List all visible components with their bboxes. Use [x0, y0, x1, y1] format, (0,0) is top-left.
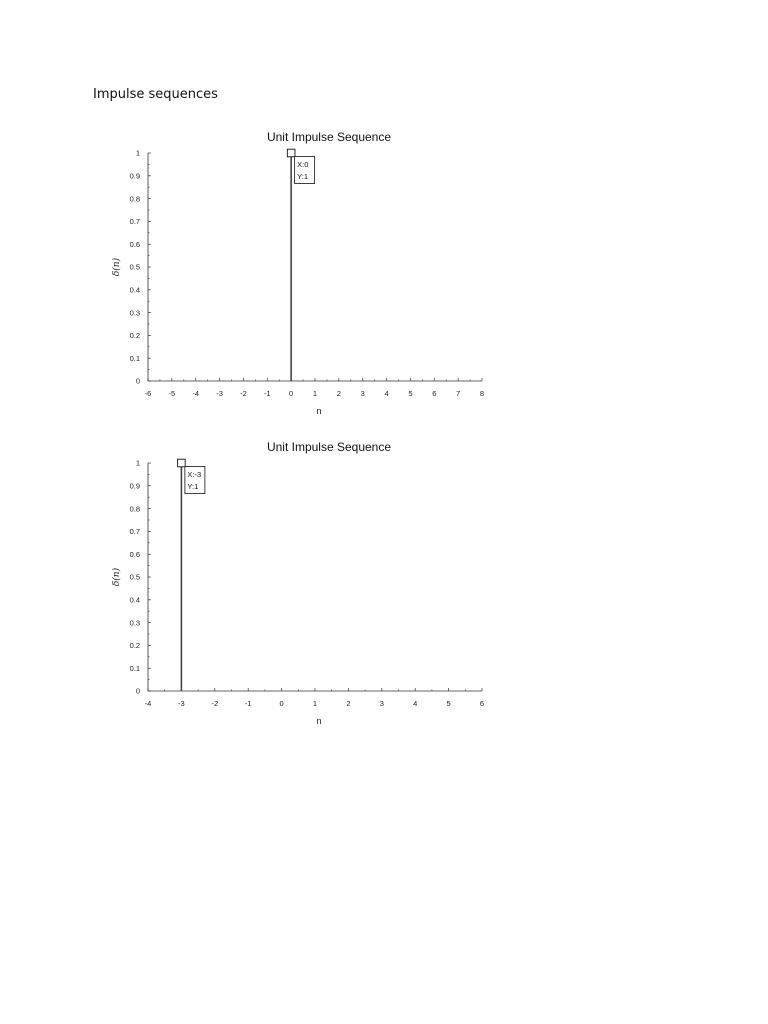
- chart1-y-tick-label: 0.2: [129, 331, 140, 341]
- chart1-y-tick-label: 0.8: [129, 194, 140, 204]
- chart1-x-axis-label: n: [316, 406, 322, 416]
- chart1-x-tick-label: -4: [192, 389, 200, 398]
- chart1-y-tick-label: 0.9: [129, 171, 140, 181]
- chart1-x-tick-label: 7: [456, 389, 461, 398]
- chart1-title: Unit Impulse Sequence: [266, 130, 392, 144]
- impulse-chart-1: [100, 120, 500, 440]
- chart2-datatip-marker[interactable]: [178, 459, 186, 467]
- chart2-y-tick-label: 0.6: [129, 549, 140, 559]
- chart1-datatip-y: Y:1: [297, 172, 308, 181]
- chart1-x-tick-label: 8: [479, 389, 485, 398]
- chart1-y-tick-label: 0: [135, 376, 140, 386]
- chart1-y-axis-label: δ(n): [112, 257, 122, 277]
- chart1-datatip-x: X:0: [297, 160, 309, 169]
- chart1-y-tick-label: 0.5: [129, 262, 140, 272]
- chart2-y-tick-label: 0: [135, 686, 140, 696]
- chart2-title: Unit Impulse Sequence: [266, 440, 392, 454]
- chart1-x-tick-label: 2: [336, 389, 341, 398]
- chart1-x-tick-label: 3: [360, 389, 365, 398]
- chart1-x-tick-label: 4: [384, 389, 389, 398]
- chart1-x-tick-label: -1: [263, 389, 271, 398]
- chart2-x-tick-label: -2: [211, 699, 219, 708]
- chart1-x-tick-label: 5: [408, 389, 413, 398]
- chart1-x-tick-label: 1: [312, 389, 318, 398]
- chart2-y-tick-label: 0.5: [129, 572, 140, 582]
- chart1-y-tick-label: 0.4: [129, 285, 140, 295]
- chart2-x-tick-label: 0: [279, 699, 284, 708]
- impulse-chart-2: [100, 430, 500, 750]
- chart2-y-tick-label: 0.8: [129, 504, 140, 514]
- chart2-x-tick-label: 4: [413, 699, 418, 708]
- chart1-x-tick-label: 0: [289, 389, 294, 398]
- chart2-x-tick-label: -3: [178, 699, 185, 708]
- chart2-y-tick-label: 0.1: [129, 663, 140, 673]
- chart1-y-tick-label: 1: [135, 148, 140, 158]
- impulse-chart-2-svg: [100, 430, 500, 750]
- chart1-x-tick-label: -2: [240, 389, 247, 398]
- chart2-y-tick-label: 0.4: [129, 595, 140, 605]
- chart1-y-tick-label: 0.7: [129, 217, 140, 227]
- chart1-x-tick-label: 6: [432, 389, 437, 398]
- chart2-datatip-y: Y:1: [187, 482, 199, 491]
- chart1-x-tick-label: -5: [168, 389, 176, 398]
- chart2-y-tick-label: 0.2: [129, 641, 140, 651]
- chart1-y-tick-label: 0.6: [129, 239, 140, 249]
- chart2-y-tick-label: 0.9: [129, 481, 140, 491]
- impulse-chart-1-svg: [100, 120, 500, 440]
- chart2-x-tick-label: -1: [244, 699, 252, 708]
- chart1-y-tick-label: 0.1: [129, 353, 140, 363]
- chart2-x-tick-label: 5: [446, 699, 451, 708]
- chart2-x-axis-label: n: [316, 716, 322, 726]
- chart2-x-tick-label: 1: [312, 699, 318, 708]
- chart2-y-axis-label: δ(n): [112, 567, 122, 587]
- chart1-x-tick-label: -3: [216, 389, 223, 398]
- chart1-datatip-marker[interactable]: [287, 149, 295, 157]
- chart2-y-tick-label: 1: [135, 458, 140, 468]
- chart2-x-tick-label: 2: [346, 699, 351, 708]
- chart2-y-tick-label: 0.7: [129, 527, 140, 537]
- chart1-x-tick-label: -6: [144, 389, 152, 398]
- chart2-x-tick-label: -4: [144, 699, 152, 708]
- document-heading: Impulse sequences: [93, 87, 218, 102]
- chart2-x-tick-label: 3: [379, 699, 384, 708]
- chart2-y-tick-label: 0.3: [129, 618, 140, 628]
- chart2-datatip-x: X:-3: [187, 470, 202, 479]
- chart2-x-tick-label: 6: [479, 699, 485, 708]
- chart1-y-tick-label: 0.3: [129, 308, 140, 318]
